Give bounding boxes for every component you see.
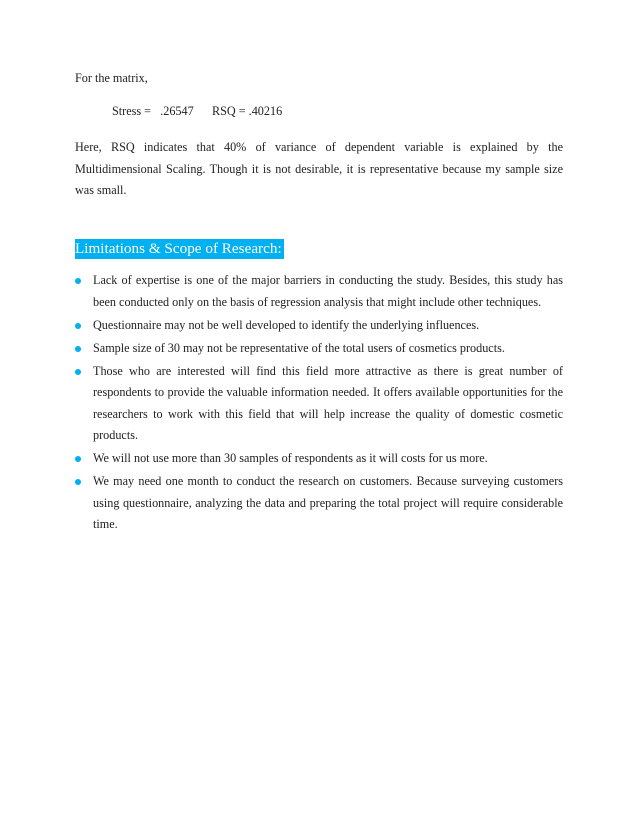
section-heading: Limitations & Scope of Research:: [75, 240, 282, 257]
intro-text: For the matrix,: [75, 71, 148, 85]
list-item: [75, 471, 563, 536]
list-item: [75, 338, 563, 360]
bullet-dot-icon: [75, 278, 81, 284]
bullet-dot-icon: [75, 369, 81, 375]
stress-value: Stress = .26547: [112, 104, 194, 118]
list-item-text: We will not use more than 30 samples of respondents as it will costs for us more.: [93, 451, 488, 465]
rsq-value: RSQ = .40216: [211, 104, 283, 118]
limitations-list: [75, 270, 563, 537]
bullet-dot-icon: [75, 456, 81, 462]
list-item-text: Sample size of 30 may not be representative of the total users of cosmetics products.: [93, 340, 505, 355]
metrics-line: [112, 104, 282, 119]
list-item-text: Questionnaire may not be well developed to identify the underlying influences.: [93, 317, 480, 332]
list-item-text: We may need one month to conduct the research on customers. Because surveying customers using questionnaire, analyzing the data and preparing the total project will require considerable time.: [93, 474, 563, 531]
section-heading-wrap: [75, 239, 284, 259]
list-item: [75, 315, 563, 337]
list-item: [75, 361, 563, 447]
bullet-dot-icon: [75, 346, 81, 352]
list-item: [75, 448, 563, 470]
bullet-dot-icon: [75, 479, 81, 485]
list-item-text: Lack of expertise is one of the major barriers in conducting the study. Besides, this study has been conducted only on the basis of regression analysis that might include other techniques.: [93, 273, 563, 309]
explanation-paragraph: Here, RSQ indicates that 40% of variance of dependent variable is explained by the Multidimensional Scaling. Though it is not desirable, it is representative because my sample size was small.: [75, 140, 563, 197]
list-item-text: Those who are interested will find this field more attractive as there is great number of respondents to provide the valuable information needed. It offers available opportunities for the researchers to work with this field that will help increase the quality of domestic cosmetic products.: [93, 363, 563, 442]
bullet-dot-icon: [75, 323, 81, 329]
list-item: [75, 270, 563, 313]
